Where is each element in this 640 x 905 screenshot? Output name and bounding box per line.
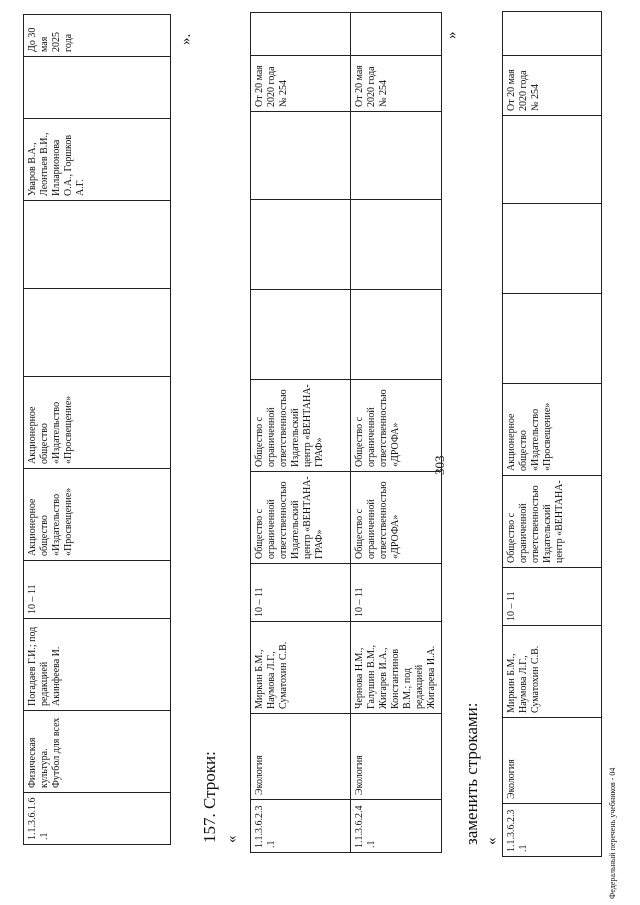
cell: До 30 мая 2025 года xyxy=(24,15,171,57)
cell: Экология xyxy=(251,714,351,800)
cell xyxy=(351,13,442,56)
cell: 10 – 11 xyxy=(251,564,351,622)
cell xyxy=(24,57,171,119)
cell: 1.1.3.6.2.4.1 xyxy=(351,800,442,853)
cell: Миркин Б.М., Наумова Л.Г., Суматохин С.В. xyxy=(503,626,602,718)
cell xyxy=(503,204,602,294)
cell: От 20 мая 2020 года № 254 xyxy=(351,56,442,112)
cell xyxy=(251,290,351,380)
table-bottom xyxy=(502,11,602,857)
cell xyxy=(351,290,442,380)
cell xyxy=(24,201,171,289)
footer-text: Федеральный перечень учебников - 04 xyxy=(608,767,617,899)
cell: Погадаев Г.И.; под редакцией Акинфеева И. xyxy=(24,619,171,711)
cell xyxy=(503,12,602,56)
section-heading: 157. Строки: xyxy=(200,751,219,843)
cell: 1.1.3.6.2.3.1 xyxy=(251,800,351,853)
closing-quote-1: ». xyxy=(178,33,194,45)
cell xyxy=(351,200,442,290)
cell: Физическая культура. Футбол для всех xyxy=(24,711,171,793)
cell xyxy=(251,200,351,290)
cell: Акционерное общество «Издательство «Просвещение» xyxy=(24,469,171,561)
cell: Уваров В.А., Леонтьев В.И., Илларионова О.А., Горшков А.Г. xyxy=(24,119,171,201)
cell: Общество с ограниченной ответственностью Издательский центр «ВЕНТАНА- xyxy=(503,476,602,568)
cell: 1.1.3.6.1.6.1 xyxy=(24,793,171,845)
cell: Экология xyxy=(351,714,442,800)
cell: Акционерное общество «Издательство «Просвещение» xyxy=(503,384,602,476)
cell xyxy=(351,112,442,200)
cell: От 20 мая 2020 года № 254 xyxy=(251,56,351,112)
cell: 1.1.3.6.2.3.1 xyxy=(503,804,602,857)
cell xyxy=(251,112,351,200)
cell: От 20 мая 2020 года № 254 xyxy=(503,56,602,116)
table-row xyxy=(24,15,171,845)
cell: Акционерное общество «Издательство «Просвещение» xyxy=(24,377,171,469)
cell: 10 – 11 xyxy=(24,561,171,619)
cell: Общество с ограниченной ответственностью Издательский центр «ВЕНТАНА-ГРАФ» xyxy=(251,380,351,472)
table-row xyxy=(351,13,442,853)
cell xyxy=(251,13,351,56)
opening-quote-2: « xyxy=(484,837,500,845)
table-row xyxy=(503,12,602,857)
closing-quote-2: » xyxy=(444,31,460,39)
cell: Чернова Н.М., Галушин В.М., Жигарев И.А., Константинов В.М.; под редакцией Жигарева И.А. xyxy=(351,622,442,714)
table-top xyxy=(23,14,171,845)
cell xyxy=(24,289,171,377)
cell: Общество с ограниченной ответственностью «ДРОФА» xyxy=(351,380,442,472)
table-row xyxy=(251,13,351,853)
cell: 10 – 11 xyxy=(351,564,442,622)
table-middle xyxy=(250,12,442,853)
section-heading: заменить строками: xyxy=(462,702,481,845)
cell: Экология xyxy=(503,718,602,804)
opening-quote-1: « xyxy=(224,835,240,843)
cell: 10 – 11 xyxy=(503,568,602,626)
page-number: 303 xyxy=(432,455,447,475)
cell: Миркин Б.М., Наумова Л.Г., Суматохин С.В. xyxy=(251,622,351,714)
cell xyxy=(503,294,602,384)
cell xyxy=(503,116,602,204)
cell: Общество с ограниченной ответственностью Издательский центр «ВЕНТАНА-ГРАФ» xyxy=(251,472,351,564)
cell: Общество с ограниченной ответственностью «ДРОФА» xyxy=(351,472,442,564)
